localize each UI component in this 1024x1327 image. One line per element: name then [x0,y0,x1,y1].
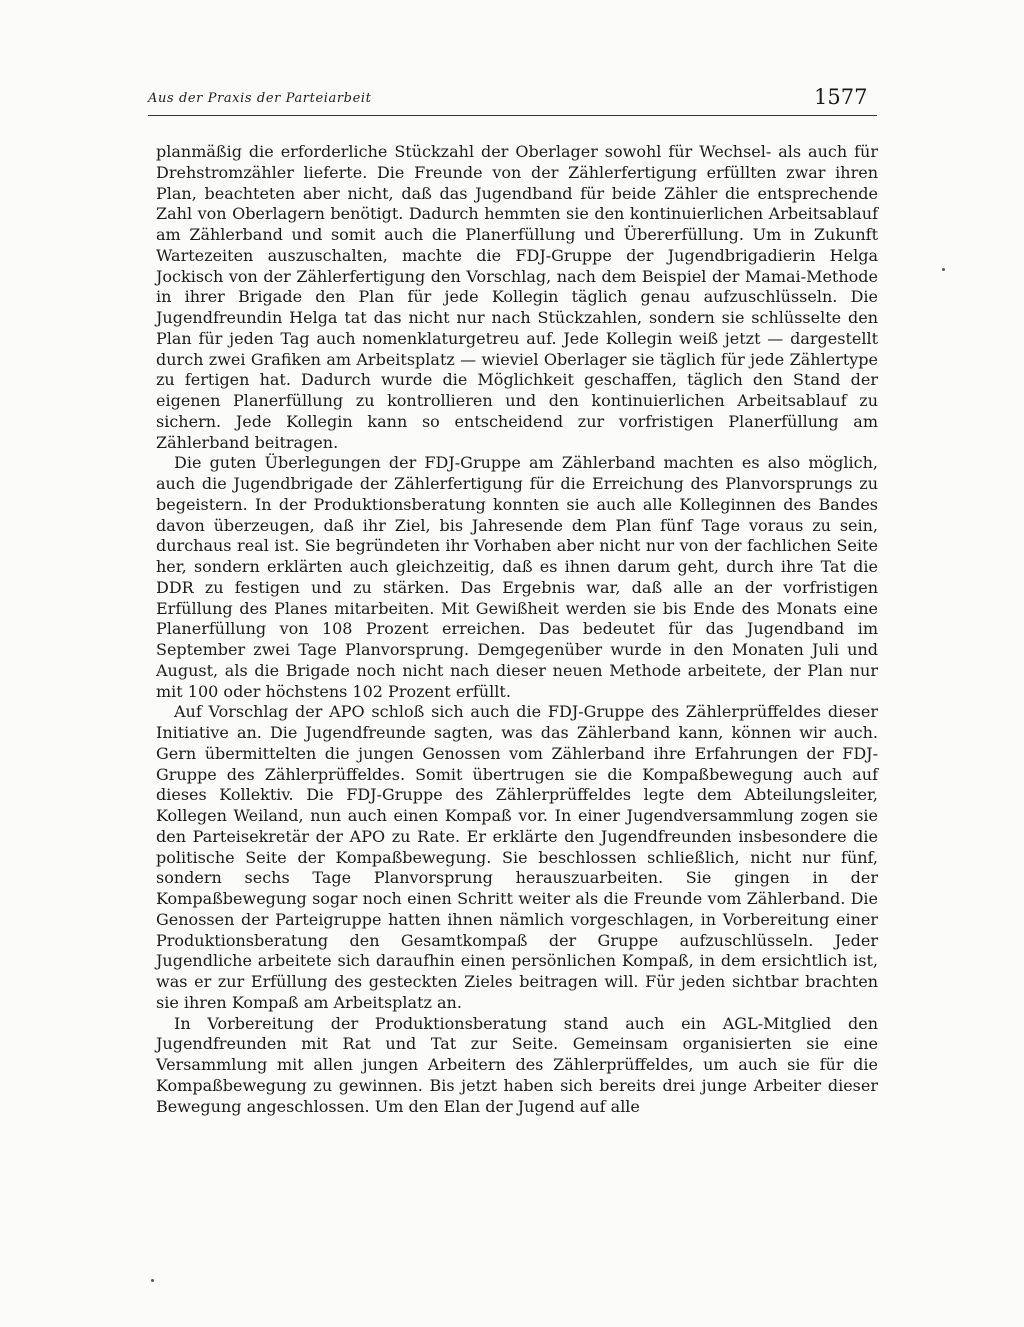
body-text [156,142,878,1117]
paragraph: In Vorbereitung der Produktionsberatung stand auch ein AGL-Mitglied den Jugendfreunden mit Rat und Tat zur Seite. Gemeinsam organisierten sie eine Versammlung mit allen jungen Arbeitern des Zählerprüffeldes, um auch sie für die Kompaßbewegung zu gewinnen. Bis jetzt haben sich bereits drei junge Arbeiter dieser Bewegung angeschlossen. Um den Elan der Jugend auf alle [156,1013,878,1116]
scan-speck [942,268,945,271]
page-number: 1577 [814,85,868,109]
paragraph: Die guten Überlegungen der FDJ-Gruppe am Zählerband machten es also möglich, auch die Jugendbrigade der Zählerfertigung für die Erreichung des Planvorsprungs zu begeistern. In der Produktionsberatung konnten sie auch alle Kolleginnen des Bandes davon überzeugen, daß ihr Ziel, bis Jahresende dem Plan fünf Tage voraus zu sein, durchaus real ist. Sie begründeten ihr Vorhaben aber nicht nur von der fachlichen Seite her, sondern erklärten auch gleichzeitig, daß es ihnen darum geht, durch ihre Tat die DDR zu festigen und zu stärken. Das Ergebnis war, daß alle an der vorfristigen Erfüllung des Planes mitarbeiten. Mit Gewißheit werden sie bis Ende des Monats eine Planerfüllung von 108 Prozent erreichen. Das bedeutet für das Jugendband im September zwei Tage Planvorsprung. Demgegenüber wurde in den Monaten Juli und August, als die Brigade noch nicht nach dieser neuen Methode arbeitete, der Plan nur mit 100 oder höchstens 102 Prozent erfüllt. [156,453,878,701]
scan-speck [151,1279,154,1282]
paragraph: planmäßig die erforderliche Stückzahl der Oberlager sowohl für Wechsel- als auch für Drehstromzähler lieferte. Die Freunde von der Zählerfertigung erfüllten zwar ihren Plan, beachteten aber nicht, daß das Jugendband für beide Zähler die entsprechende Zahl von Oberlagern benötigt. Dadurch hemmten sie den kontinuierlichen Arbeitsablauf am Zählerband und somit auch die Planerfüllung und Übererfüllung. Um in Zukunft Wartezeiten auszuschalten, machte die FDJ-Gruppe der Jugendbrigadierin Helga Jockisch von der Zählerfertigung den Vorschlag, nach dem Beispiel der Mamai-Methode in ihrer Brigade den Plan für jede Kollegin täglich genau aufzuschlüsseln. Die Jugendfreundin Helga tat das nicht nur nach Stückzahlen, sondern sie schlüsselte den Plan für jeden Tag auch nomenklaturgetreu auf. Jede Kollegin weiß jetzt — dargestellt durch zwei Grafiken am Arbeitsplatz — wieviel Oberlager sie täglich für jede Zählertype zu fertigen hat. Dadurch wurde die Möglichkeit geschaffen, täglich den Stand der eigenen Planerfüllung zu kontrollieren und den kontinuierlichen Arbeitsablauf zu sichern. Jede Kollegin kann so entscheidend zur vorfristigen Planerfüllung am Zählerband beitragen. [156,142,878,452]
paragraph: Auf Vorschlag der APO schloß sich auch die FDJ-Gruppe des Zählerprüffeldes dieser Initiative an. Die Jugendfreunde sagten, was das Zählerband kann, können wir auch. Gern übermittelten die jungen Genossen vom Zählerband ihre Erfahrungen der FDJ-Gruppe des Zählerprüffeldes. Somit übertrugen sie die Kompaßbewegung auch auf dieses Kollektiv. Die FDJ-Gruppe des Zählerprüffeldes legte dem Abteilungsleiter, Kollegen Weiland, nun auch einen Kompaß vor. In einer Jugendversammlung zogen sie den Parteisekretär der APO zu Rate. Er erklärte den Jugendfreunden insbesondere die politische Seite der Kompaßbewegung. Sie beschlossen schließlich, nicht nur fünf, sondern sechs Tage Planvorsprung herauszuarbeiten. Sie gingen in der Kompaßbewegung sogar noch einen Schritt weiter als die Freunde vom Zählerband. Die Genossen der Parteigruppe hatten ihnen nämlich vorgeschlagen, in Vorbereitung einer Produktionsberatung den Gesamtkompaß der Gruppe aufzuschlüsseln. Jeder Jugendliche arbeitete sich daraufhin einen persönlichen Kompaß, in dem ersichtlich ist, was er zur Erfüllung des gesteckten Zieles beitragen will. Für jeden sichtbar brachten sie ihren Kompaß am Arbeitsplatz an. [156,702,878,1012]
header-divider [148,115,877,116]
running-header-title: Aus der Praxis der Parteiarbeit [148,91,372,106]
